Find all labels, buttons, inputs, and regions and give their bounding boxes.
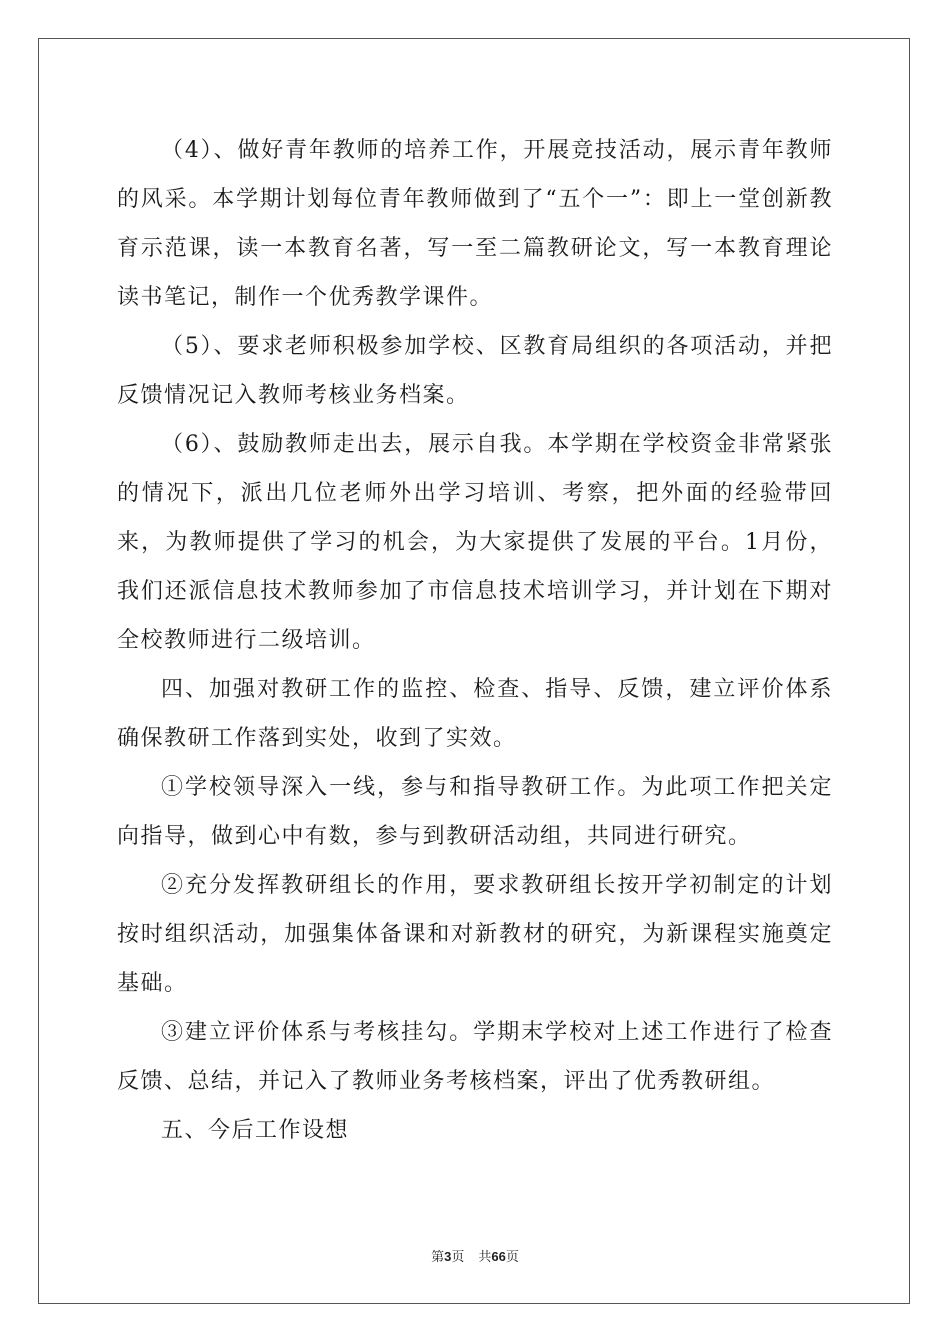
- total-pages: 66: [491, 1249, 506, 1264]
- paragraph-circled-2: ②充分发挥教研组长的作用，要求教研组长按开学初制定的计划按时组织活动，加强集体备课和对新教材的研究，为新课程实施奠定基础。: [117, 873, 833, 996]
- total-prefix: 共: [478, 1250, 492, 1265]
- document-body: [117, 126, 833, 1155]
- paragraph-item-4: （4）、做好青年教师的培养工作，开展竞技活动，展示青年教师的风采。本学期计划每位青年教师做到了“五个一”：即上一堂创新教育示范课，读一本教育名著，写一至二篇教研论文，写一本教育理论读书笔记，制作一个优秀教学课件。: [117, 138, 833, 310]
- section-heading-five: 五、今后工作设想: [161, 1118, 350, 1143]
- paragraph-item-6: （6）、鼓励教师走出去，展示自我。本学期在学校资金非常紧张的情况下，派出几位老师外出学习培训、考察，把外面的经验带回来，为教师提供了学习的机会，为大家提供了发展的平台。1月份，我们还派信息技术教师参加了市信息技术培训学习，并计划在下期对全校教师进行二级培训。: [117, 432, 833, 653]
- page-suffix: 页: [451, 1250, 465, 1265]
- page-footer: [0, 1246, 950, 1265]
- total-suffix: 页: [505, 1250, 519, 1265]
- paragraph-item-5: （5）、要求老师积极参加学校、区教育局组织的各项活动，并把反馈情况记入教师考核业务档案。: [117, 334, 833, 408]
- page-prefix: 第: [431, 1250, 445, 1265]
- paragraph-circled-3: ③建立评价体系与考核挂勾。学期末学校对上述工作进行了检查反馈、总结，并记入了教师业务考核档案，评出了优秀教研组。: [117, 1020, 833, 1094]
- paragraph-circled-1: ①学校领导深入一线，参与和指导教研工作。为此项工作把关定向指导，做到心中有数，参与到教研活动组，共同进行研究。: [117, 775, 833, 849]
- section-heading-four: 四、加强对教研工作的监控、检查、指导、反馈，建立评价体系确保教研工作落到实处，收到了实效。: [117, 677, 833, 751]
- page-number: 3: [444, 1249, 452, 1264]
